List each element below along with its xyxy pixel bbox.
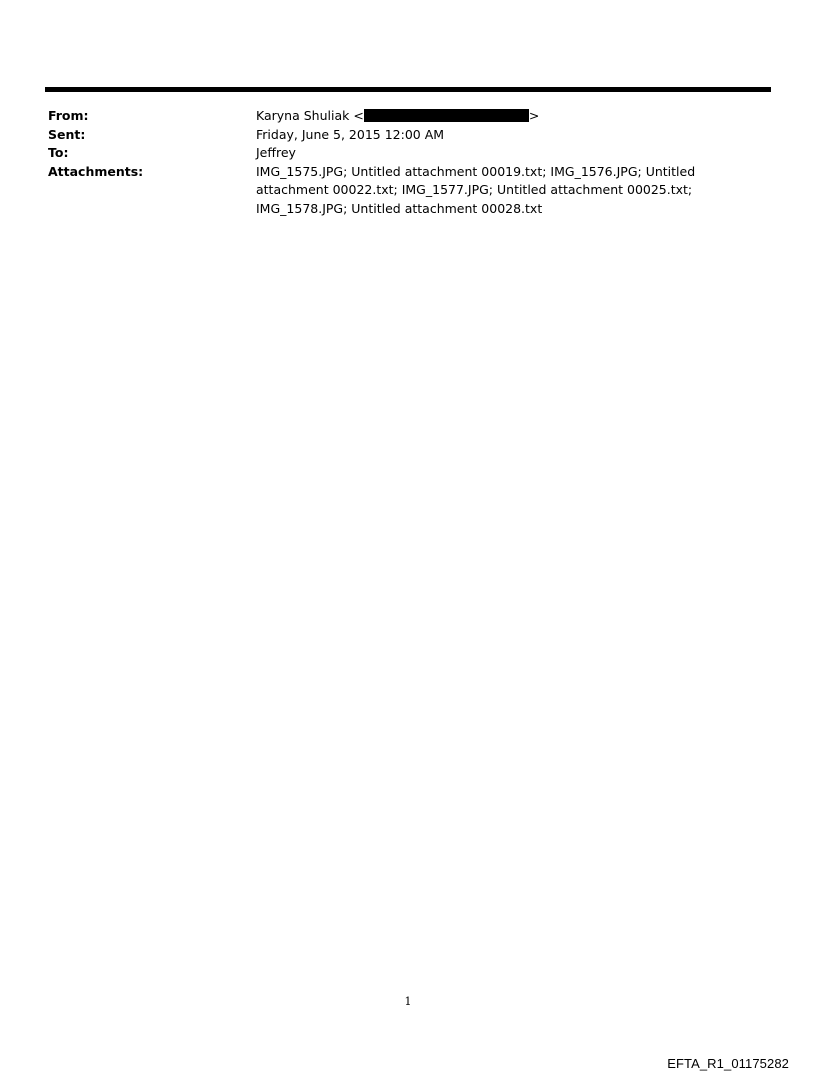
sender-bracket-open: < xyxy=(353,108,364,123)
to-row xyxy=(48,144,768,163)
to-value: Jeffrey xyxy=(256,145,296,160)
page-number: 1 xyxy=(404,995,412,1008)
sent-row xyxy=(48,126,768,145)
sent-value: Friday, June 5, 2015 12:00 AM xyxy=(256,126,445,142)
sent-label: Sent: xyxy=(48,126,86,142)
to-label: To: xyxy=(48,145,69,160)
header-divider-rule xyxy=(45,87,771,92)
attachments-row xyxy=(48,163,768,219)
attachments-label: Attachments: xyxy=(48,163,144,179)
email-header xyxy=(48,107,768,218)
redacted-email-block xyxy=(364,109,529,122)
bates-number: EFTA_R1_01175282 xyxy=(667,1056,789,1071)
sender-bracket-close: > xyxy=(528,108,540,123)
from-value xyxy=(256,107,756,126)
sender-name: Karyna Shuliak xyxy=(256,108,350,123)
from-row xyxy=(48,107,768,126)
attachments-value: IMG_1575.JPG; Untitled attachment 00019.txt; IMG_1576.JPG; Untitled attachment 00022.txt; IMG_1577.JPG; Untitled attachment 00025.txt; IMG_1578.JPG; Untitled attachment 00028.txt xyxy=(256,163,696,216)
from-label: From: xyxy=(48,108,89,123)
